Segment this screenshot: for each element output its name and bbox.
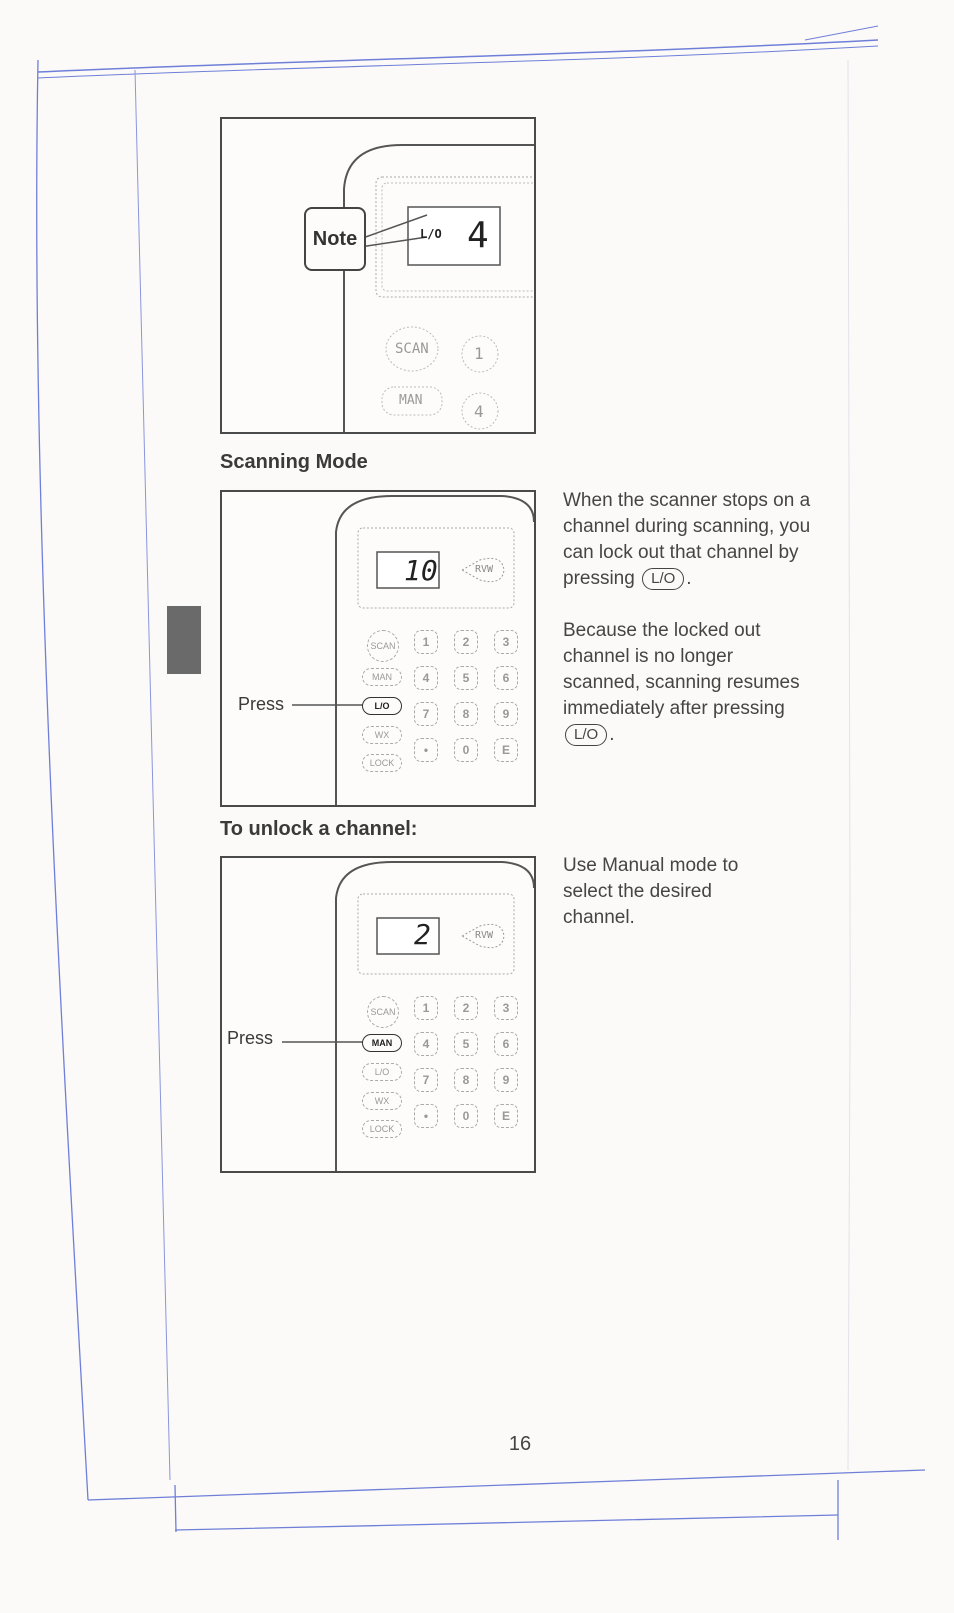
key-number: 9 — [494, 1068, 518, 1092]
key-man: MAN — [399, 393, 423, 408]
press-label: Press — [227, 1028, 274, 1048]
key-lo: L/O — [362, 697, 402, 715]
lcd-digit: 4 — [467, 215, 489, 256]
key-number: E — [494, 738, 518, 762]
lcd-digit: 2 — [414, 918, 431, 951]
key-man: MAN — [362, 668, 402, 686]
key-number: 3 — [494, 630, 518, 654]
key-scan: SCAN — [395, 341, 429, 357]
key-number: 1 — [414, 630, 438, 654]
key-number: 2 — [454, 630, 478, 654]
heading-scanning-mode: Scanning Mode — [220, 451, 368, 473]
key-1: 1 — [474, 344, 484, 363]
rvw-label: RVW — [475, 930, 494, 941]
unlock-description: Use Manual mode to select the desired channel. — [563, 855, 739, 928]
note-callout: Note — [304, 207, 366, 271]
key-scan: SCAN — [367, 630, 399, 662]
key-lo: L/O — [362, 1063, 402, 1081]
key-wx: WX — [362, 726, 402, 744]
key-number: 2 — [454, 996, 478, 1020]
figure-manual-press — [220, 856, 536, 1173]
paragraph-lockout: When the scanner stops on a channel during scanning, you can lock out that channel by pressing L/O . — [563, 490, 811, 589]
key-number: 3 — [494, 996, 518, 1020]
scanner-illustration — [222, 119, 534, 432]
key-lo-inline-2: L/O — [565, 724, 607, 746]
figure-lockout-display — [220, 117, 536, 434]
press-label: Press — [238, 694, 285, 714]
figure-lockout-press — [220, 490, 536, 807]
key-number: 9 — [494, 702, 518, 726]
key-number: • — [414, 1104, 438, 1128]
key-lo-inline: L/O — [642, 568, 684, 590]
key-scan: SCAN — [367, 996, 399, 1028]
key-4: 4 — [474, 402, 484, 421]
rvw-label: RVW — [475, 564, 494, 575]
key-number: E — [494, 1104, 518, 1128]
paragraph-resume: Because the locked out channel is no longer scanned, scanning resumes immediately after pressing L/O . — [563, 620, 800, 745]
key-number: 7 — [414, 1068, 438, 1092]
key-number: 4 — [414, 666, 438, 690]
key-number: 6 — [494, 1032, 518, 1056]
lcd-indicator: L/O — [420, 227, 442, 241]
lcd-digit: 10 — [404, 554, 438, 587]
key-number: 0 — [454, 738, 478, 762]
key-number: 5 — [454, 1032, 478, 1056]
key-man: MAN — [362, 1034, 402, 1052]
key-number: 5 — [454, 666, 478, 690]
page-number: 16 — [508, 1433, 532, 1455]
key-lock: LOCK — [362, 1120, 402, 1138]
scanning-mode-description — [563, 488, 813, 774]
sidebar-tab-marker — [167, 606, 201, 674]
paragraph-lockout-text: When the scanner stops on a channel during scanning, you can lock out that channel by pressing — [563, 490, 811, 589]
paragraph-resume-text: Because the locked out channel is no longer scanned, scanning resumes immediately after pressing — [563, 620, 800, 719]
key-number: 0 — [454, 1104, 478, 1128]
key-number: 1 — [414, 996, 438, 1020]
key-number: 7 — [414, 702, 438, 726]
key-number: 8 — [454, 702, 478, 726]
key-number: 6 — [494, 666, 518, 690]
key-lock: LOCK — [362, 754, 402, 772]
heading-unlock-channel: To unlock a channel: — [220, 818, 418, 840]
key-number: 4 — [414, 1032, 438, 1056]
key-wx: WX — [362, 1092, 402, 1110]
key-number: • — [414, 738, 438, 762]
key-number: 8 — [454, 1068, 478, 1092]
